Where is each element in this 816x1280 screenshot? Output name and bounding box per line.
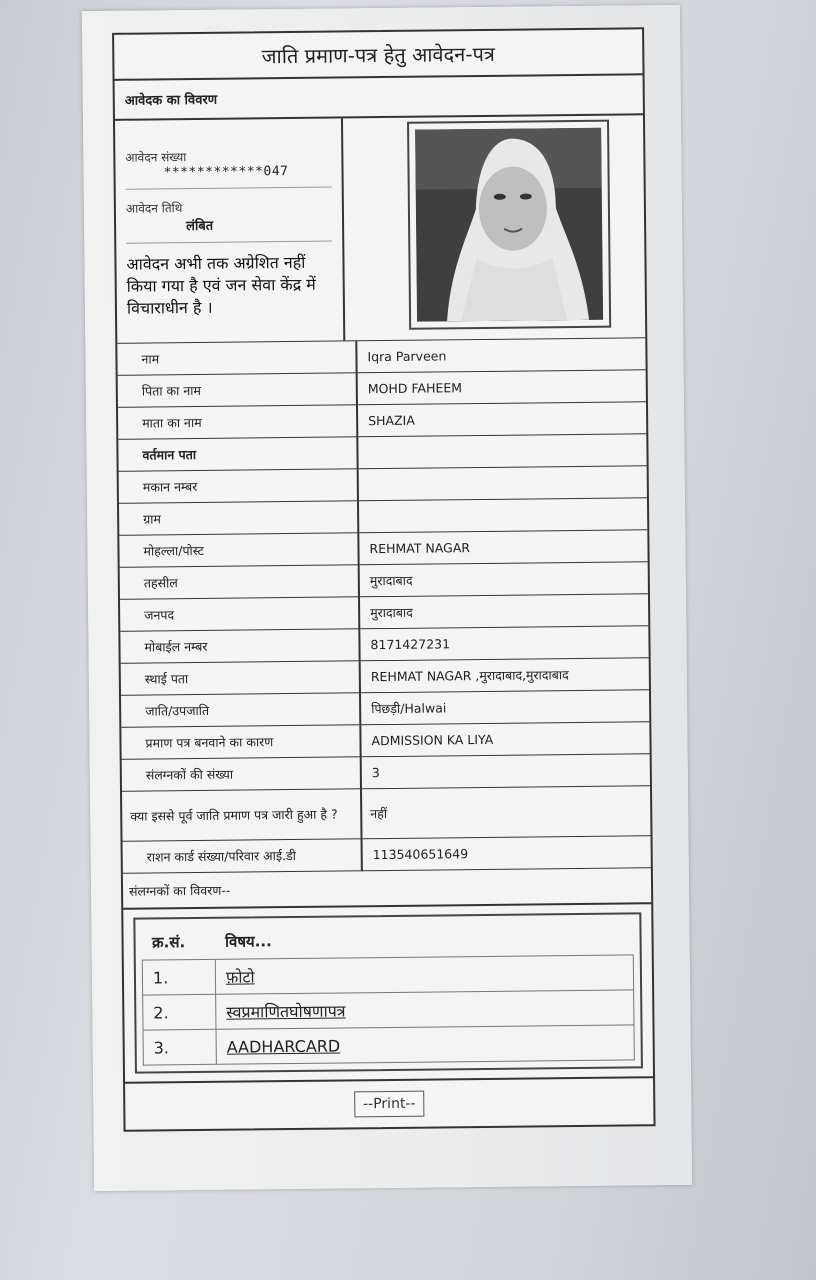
divider xyxy=(126,241,332,244)
field-value: मुरादाबाद xyxy=(360,562,648,597)
attachment-link-aadhar[interactable]: AADHARCARD xyxy=(226,1036,341,1057)
applicant-photo-illustration xyxy=(415,128,603,322)
field-label: प्रमाण पत्र बनवाने का कारण xyxy=(121,725,361,760)
field-value xyxy=(359,466,647,501)
field-label: स्थाई पता xyxy=(121,661,361,696)
attachment-serial: 1. xyxy=(142,959,215,995)
divider xyxy=(126,187,332,190)
field-label: जनपद xyxy=(120,597,360,632)
print-button[interactable]: --Print-- xyxy=(354,1091,425,1118)
field-label: नाम xyxy=(117,341,357,376)
status-message: आवेदन अभी तक अग्रेशित नहीं किया गया है एवं जन सेवा केंद्र में विचाराधीन है । xyxy=(126,252,316,318)
field-label: वर्तमान पता xyxy=(118,437,358,472)
field-value: MOHD FAHEEM xyxy=(358,370,646,405)
field-value: SHAZIA xyxy=(358,402,646,437)
attachment-cell xyxy=(215,955,633,994)
field-label: क्या इससे पूर्व जाति प्रमाण पत्र जारी हुआ है ? xyxy=(122,789,363,842)
paper-sheet xyxy=(82,5,692,1191)
attachment-cell xyxy=(216,990,634,1029)
field-value xyxy=(358,434,646,469)
attachment-link-self-declaration[interactable]: स्वप्रमाणितघोषणापत्र xyxy=(226,1001,346,1022)
attachments-section xyxy=(123,904,653,1084)
field-value: पिछड़ी/Halwai xyxy=(361,690,649,725)
field-value: मुरादाबाद xyxy=(360,594,648,629)
field-label: मोबाईल नम्बर xyxy=(120,629,360,664)
field-value: 8171427231 xyxy=(360,626,648,661)
attachments-table xyxy=(141,920,634,1065)
field-label: मकान नम्बर xyxy=(119,469,359,504)
field-label: संलग्नकों की संख्या xyxy=(122,757,362,792)
subject-header: विषय... xyxy=(215,920,633,959)
photo-cell xyxy=(343,115,645,340)
application-number-value: ************047 xyxy=(163,164,289,181)
field-value: 113540651649 xyxy=(363,836,651,871)
attachment-serial: 2. xyxy=(143,994,216,1030)
attachments-heading: संलग्नकों का विवरण-- xyxy=(123,868,651,910)
field-value xyxy=(359,498,647,533)
field-label: पिता का नाम xyxy=(118,373,358,408)
attachments-header-row xyxy=(142,920,633,960)
application-info xyxy=(115,118,345,342)
section-heading: आवेदक का विवरण xyxy=(115,75,643,121)
field-label: ग्राम xyxy=(119,501,359,536)
applicant-details-table xyxy=(117,338,651,874)
application-summary xyxy=(115,115,645,344)
application-form xyxy=(112,27,655,1132)
field-label: माता का नाम xyxy=(118,405,358,440)
field-value: Iqra Parveen xyxy=(357,338,645,373)
application-number-label: आवेदन संख्या xyxy=(125,150,187,165)
field-value: नहीं xyxy=(362,786,651,839)
field-value: REHMAT NAGAR xyxy=(359,530,647,565)
field-label: मोहल्ला/पोस्ट xyxy=(119,533,359,568)
attachment-link-photo[interactable]: फ़ोटो xyxy=(225,967,255,987)
field-label: राशन कार्ड संख्या/परिवार आई.डी xyxy=(123,839,363,874)
application-date-label: आवेदन तिथि xyxy=(125,201,183,216)
application-date-value: लंबित xyxy=(186,218,214,235)
field-value: ADMISSION KA LIYA xyxy=(361,722,649,757)
form-title: जाति प्रमाण-पत्र हेतु आवेदन-पत्र xyxy=(114,29,642,81)
attachment-row xyxy=(143,1025,634,1065)
attachments-box xyxy=(133,912,643,1073)
attachment-serial: 3. xyxy=(143,1029,216,1065)
field-label: जाति/उपजाति xyxy=(121,693,361,728)
field-value: 3 xyxy=(362,754,650,789)
applicant-photo xyxy=(415,128,603,322)
attachment-row xyxy=(142,955,633,995)
attachment-cell xyxy=(216,1025,634,1064)
applicant-photo-frame xyxy=(407,120,611,330)
field-value: REHMAT NAGAR ,मुरादाबाद,मुरादाबाद xyxy=(361,658,649,693)
print-area xyxy=(125,1078,653,1130)
serial-header: क्र.सं. xyxy=(142,925,215,960)
field-label: तहसील xyxy=(120,565,360,600)
attachment-row xyxy=(143,990,634,1030)
